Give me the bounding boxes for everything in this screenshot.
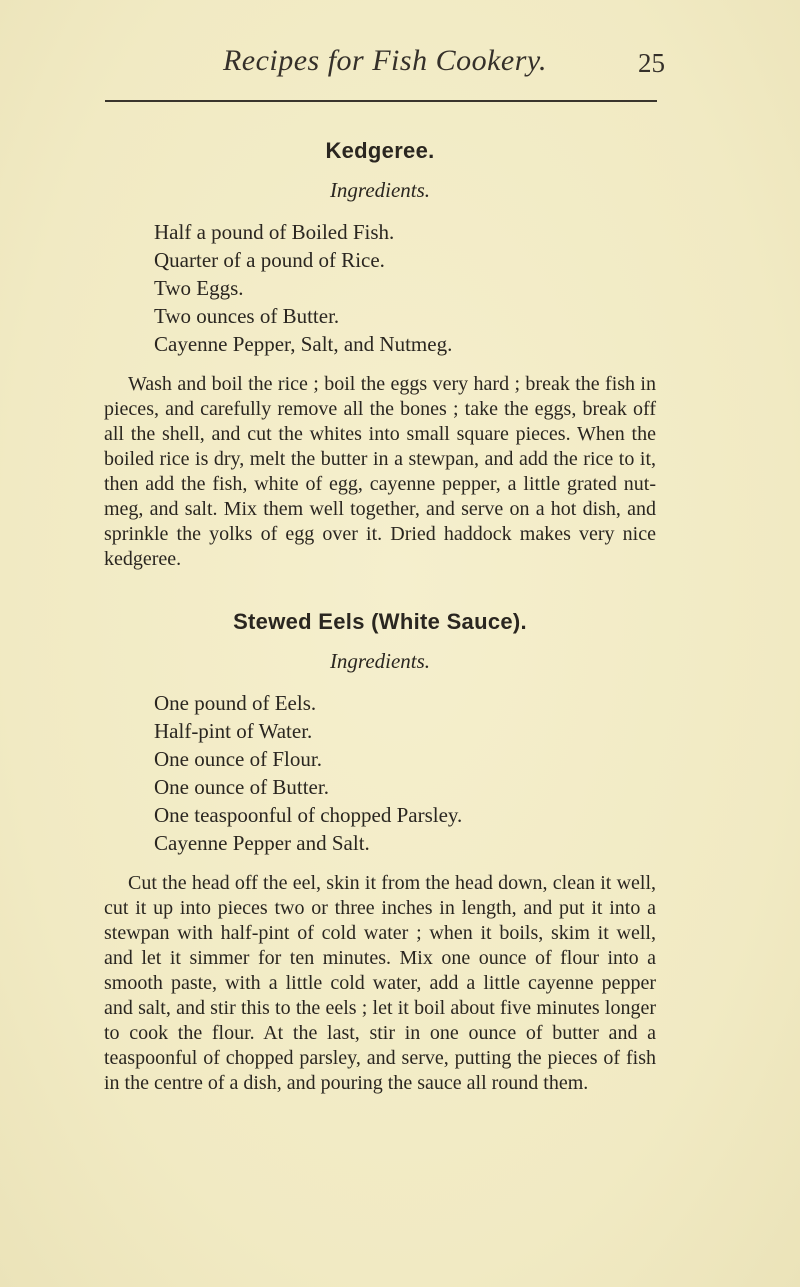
ingredient-item: Half-pint of Water.: [154, 719, 313, 743]
ingredient-item: Cayenne Pepper and Salt.: [154, 831, 370, 855]
ingredients-subheading: Ingredients.: [329, 649, 431, 673]
recipe-title: Kedgeree.: [325, 138, 435, 163]
method-paragraph: Wash and boil the rice ; boil the eggs very hard ; break the fish in pieces, and carefully remove all the bones ; take the eggs, break off all the shell, and cut the whites into small square pieces. When the boiled rice is dry, melt the butter in a stewpan, and add the rice to it, then add the fish, white of egg, cayenne pepper, a little grated nut-meg, and salt. Mix them well together, and serve on a hot dish, and sprinkle the yolks of egg over it. Dried haddock makes very nice kedgeree.: [104, 373, 656, 570]
ingredient-item: Two Eggs.: [154, 276, 244, 300]
ingredient-list: [154, 218, 656, 358]
ingredients-subheading: Ingredients.: [329, 178, 431, 202]
ingredient-list: [154, 689, 656, 857]
ingredient-item: Cayenne Pepper, Salt, and Nutmeg.: [154, 332, 453, 356]
ingredient-item: Two ounces of Butter.: [154, 304, 340, 328]
ingredient-item: One pound of Eels.: [154, 691, 317, 715]
ingredient-item: One ounce of Flour.: [154, 747, 322, 771]
recipe-kedgeree: [104, 138, 656, 572]
ingredient-item: Quarter of a pound of Rice.: [154, 248, 385, 272]
ingredient-item: Half a pound of Boiled Fish.: [154, 220, 395, 244]
ingredient-item: One teaspoonful of chopped Parsley.: [154, 803, 463, 827]
page-number: 25: [638, 48, 665, 78]
method-paragraph: Cut the head off the eel, skin it from the head down, clean it well, cut it up into pieces two or three inches in length, and put it into a stewpan with half-pint of cold water ; when it boils, skim it well, and let it simmer for ten minutes. Mix one ounce of flour into a smooth paste, with a little cold water, add a little cayenne pepper and salt, and stir this to the eels ; let it boil about five minutes longer to cook the flour. At the last, stir in one ounce of butter and a teaspoonful of chopped parsley, and serve, putting the pieces of fish in the centre of a dish, and pouring the sauce all round them.: [104, 872, 656, 1094]
ingredient-item: One ounce of Butter.: [154, 775, 329, 799]
recipe-title: Stewed Eels (White Sauce).: [233, 609, 527, 634]
page-content: [104, 138, 656, 1096]
running-head: [105, 44, 665, 90]
header-rule: [105, 100, 657, 102]
recipe-stewed-eels: [104, 609, 656, 1096]
running-head-title: Recipes for Fish Cookery.: [222, 44, 548, 77]
